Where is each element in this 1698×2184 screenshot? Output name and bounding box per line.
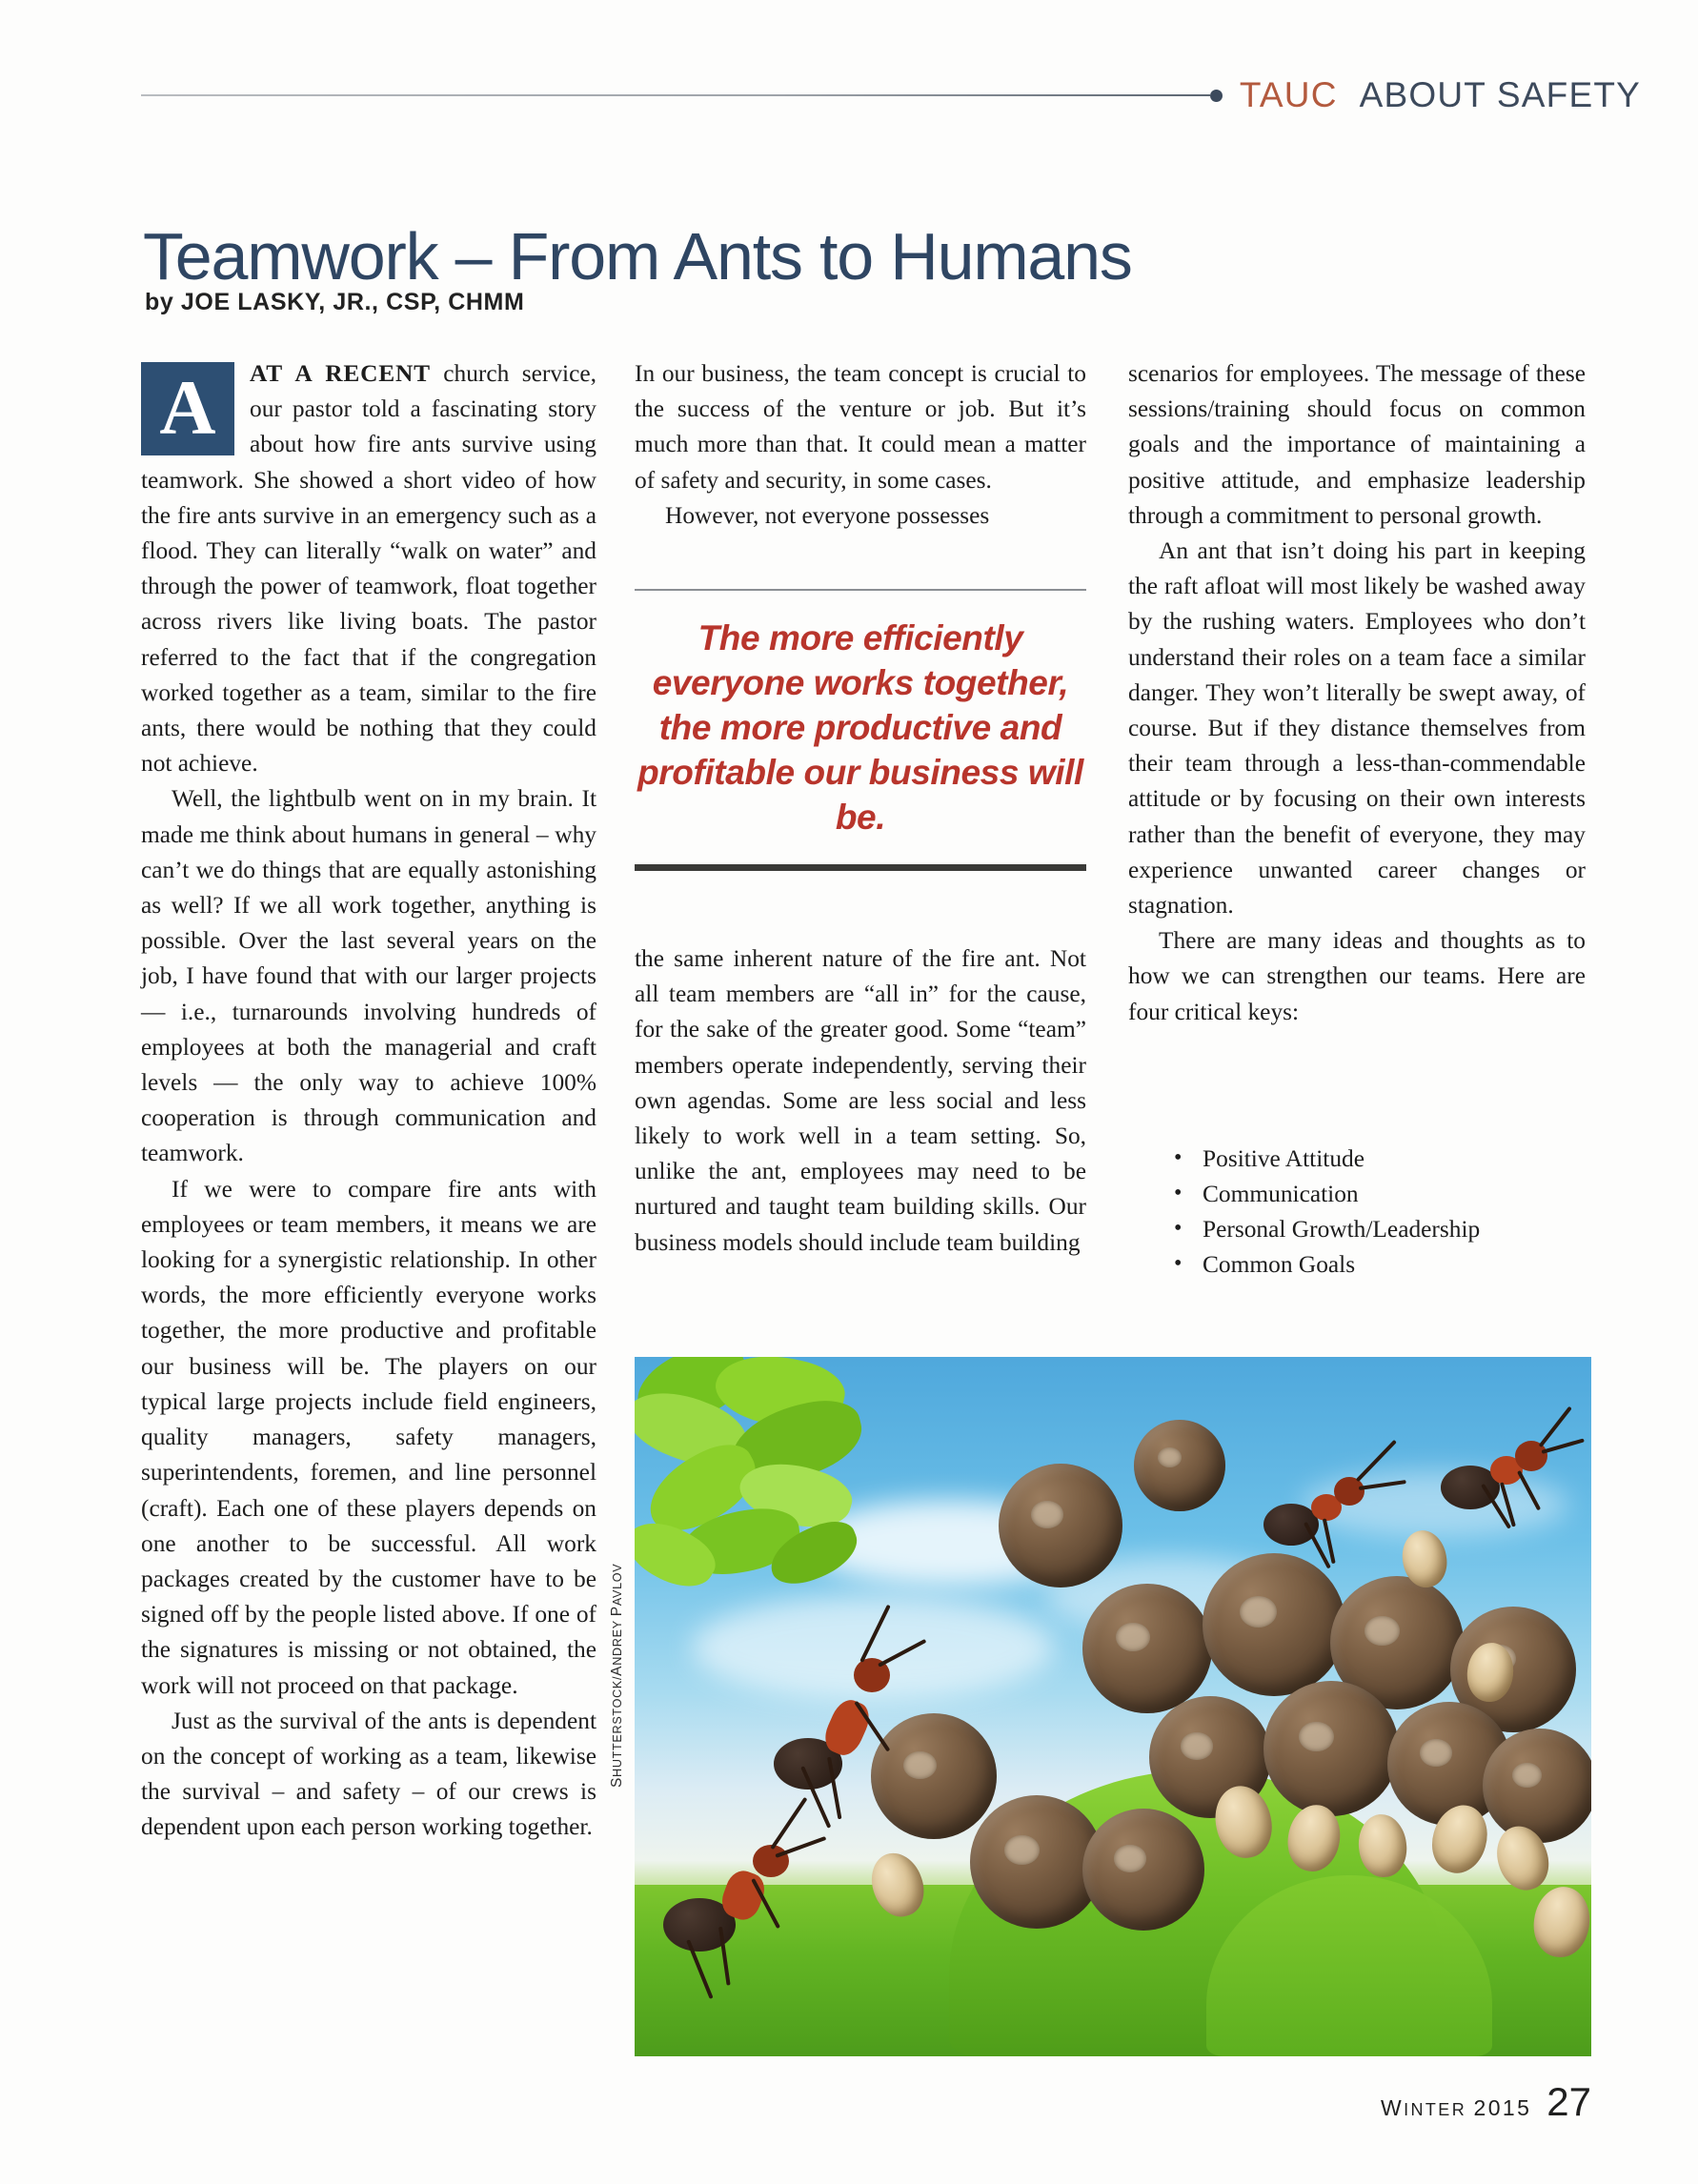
credit-prefix: S <box>609 1776 625 1788</box>
credit-author: NDREY <box>611 1616 624 1666</box>
ant-antenna <box>859 1605 891 1663</box>
paragraph: scenarios for employees. The message of these sessions/training should focus on common goals and the importance of maintaining a positive attitude, and emphasize leadership through a commitment to personal growth. <box>1128 360 1586 529</box>
paragraph: There are many ideas and thoughts as to how we can strengthen our teams. Here are four critical keys: <box>1128 927 1586 1025</box>
ant-head <box>1334 1477 1364 1506</box>
issue-label <box>1381 2095 1531 2121</box>
paragraph: An ant that isn’t doing his part in keeping the raft afloat will most likely be washed away by the rushing waters. Employees who don’t understand their roles on a team face a similar danger. They won’t literally be swept away, of course. But if they distance themselves from their team through a less-than-commendable attitude or by focusing on their own interests rather than the benefit of everyone, they may experience unwanted career changes or stagnation. <box>1128 537 1586 920</box>
ant-figure <box>1263 1445 1406 1578</box>
running-head-section: ABOUT SAFETY <box>1359 75 1641 114</box>
body-column-3 <box>1128 356 1586 1030</box>
photo-credit <box>609 1502 626 1788</box>
paragraph: the same inherent nature of the fire ant. Not all team members are “all in” for the cause, for the sake of the greater good. Some “team” members operate independently, serving their own agendas. Some are less social and less likely to work well in a team setting. So, unlike the ant, employees may need to be nurtured and taught team building skills. Our business models should include team building <box>635 945 1086 1256</box>
ant-antenna <box>770 1797 807 1850</box>
credit-source: HUTTERSTOCK/ <box>611 1675 624 1777</box>
credit-author2-prefix: P <box>609 1606 625 1617</box>
bullet-dot-icon <box>1210 90 1223 102</box>
paragraph: Well, the lightbulb went on in my brain. It made me think about humans in general – why can’t we do things that are equally astonishing as well? If we all work together, anything is possible. Over the last several years on the job, I have found that with our larger projects — i.e., turnarounds involving hundreds of employees at both the managerial and craft levels — the only way to achieve 100% cooperation is through communication and teamwork. <box>141 785 596 1167</box>
page-footer <box>1381 2079 1591 2125</box>
page-title: Teamwork – From Ants to Humans <box>143 218 1132 293</box>
paragraph: If we were to compare fire ants with employees or team members, it means we are looking for a synergistic relationship. In other words, the more efficiently everyone works together, the more productive and profitable our business will be. The players on our typical large projects include field engineers, quality managers, safety managers, superintendents, foremen, and line personnel (craft). Each one of these players depends on one another to be successful. All work packages created by the customer have to be signed off by the people listed above. If one of the signatures is missing or not obtained, the work will not proceed on that package. <box>141 1175 596 1699</box>
drop-cap: A <box>141 362 234 455</box>
seed-ball <box>1082 1809 1204 1931</box>
list-item: • Common Goals <box>1170 1247 1589 1282</box>
credit-author-prefix: A <box>609 1665 625 1676</box>
running-head-title <box>1240 75 1641 115</box>
ant-head <box>753 1845 789 1877</box>
pull-quote-rule-top <box>635 589 1086 591</box>
issue-year: 2015 <box>1473 2095 1532 2120</box>
page-number: 27 <box>1546 2079 1591 2124</box>
article-photo <box>635 1357 1591 2056</box>
credit-author2: AVLOV <box>611 1563 624 1607</box>
ant-antenna <box>775 1836 826 1858</box>
paragraph: In our business, the team concept is crucial to the success of the venture or job. But it’s much more than that. It could mean a matter of safety and security, in some cases. <box>635 360 1086 494</box>
ant-antenna <box>878 1639 926 1668</box>
pull-quote-rule-bottom <box>635 864 1086 871</box>
pull-quote <box>635 589 1086 871</box>
season-rest: INTER <box>1404 2100 1474 2119</box>
ant-antenna <box>1356 1440 1397 1482</box>
ant-leg <box>1517 1470 1541 1510</box>
lead-words: AT A RECENT <box>250 360 431 387</box>
seed-ball <box>1134 1420 1225 1511</box>
running-head-rule <box>141 94 1210 96</box>
paragraph: However, not everyone possesses <box>665 501 990 529</box>
running-head-brand: TAUC <box>1239 75 1338 114</box>
foliage-cluster <box>635 1357 930 1637</box>
byline: by JOE LASKY, JR., CSP, CHMM <box>145 289 525 315</box>
running-head <box>141 74 1641 116</box>
seed-ball <box>999 1464 1122 1587</box>
paragraph-text: church service, our pastor told a fascinating story about how fire ants survive using teamwork. She showed a short video of how the fire ants survive in an emergency such as a flood. They can literally “walk on water” and through the power of teamwork, float together across rivers like living boats. The pastor referred to the fact that if the congregation worked together as a team, similar to the fire ants, there would be nothing that they could not achieve. <box>141 360 596 778</box>
paragraph <box>141 356 596 781</box>
ant-figure <box>654 1805 835 2005</box>
ant-figure <box>1435 1414 1568 1538</box>
ant-antenna <box>1542 1438 1585 1453</box>
list-item: • Communication <box>1170 1177 1589 1211</box>
body-column-2-upper <box>635 356 1086 534</box>
ant-antenna <box>1359 1480 1406 1489</box>
list-item: • Personal Growth/Leadership <box>1170 1212 1589 1246</box>
body-column-2-lower <box>635 941 1086 1261</box>
paragraph: Just as the survival of the ants is dependent on the concept of working as a team, likewise the survival – and safety – of our crews is dependent upon each person working together. <box>141 1707 596 1841</box>
pull-quote-text: The more efficiently everyone works together, the more productive and profitable our business will be. <box>637 618 1083 837</box>
body-column-1 <box>141 356 596 1846</box>
photo-canvas <box>635 1357 1591 2056</box>
seed-ball <box>1483 1729 1591 1843</box>
ant-figure <box>770 1612 951 1831</box>
list-item: • Positive Attitude <box>1170 1142 1589 1176</box>
ant-antenna <box>1539 1406 1572 1447</box>
critical-keys-list <box>1170 1142 1589 1283</box>
seed-ball <box>1263 1681 1399 1816</box>
season-prefix: W <box>1380 2095 1405 2120</box>
seed-ball <box>1082 1584 1212 1713</box>
